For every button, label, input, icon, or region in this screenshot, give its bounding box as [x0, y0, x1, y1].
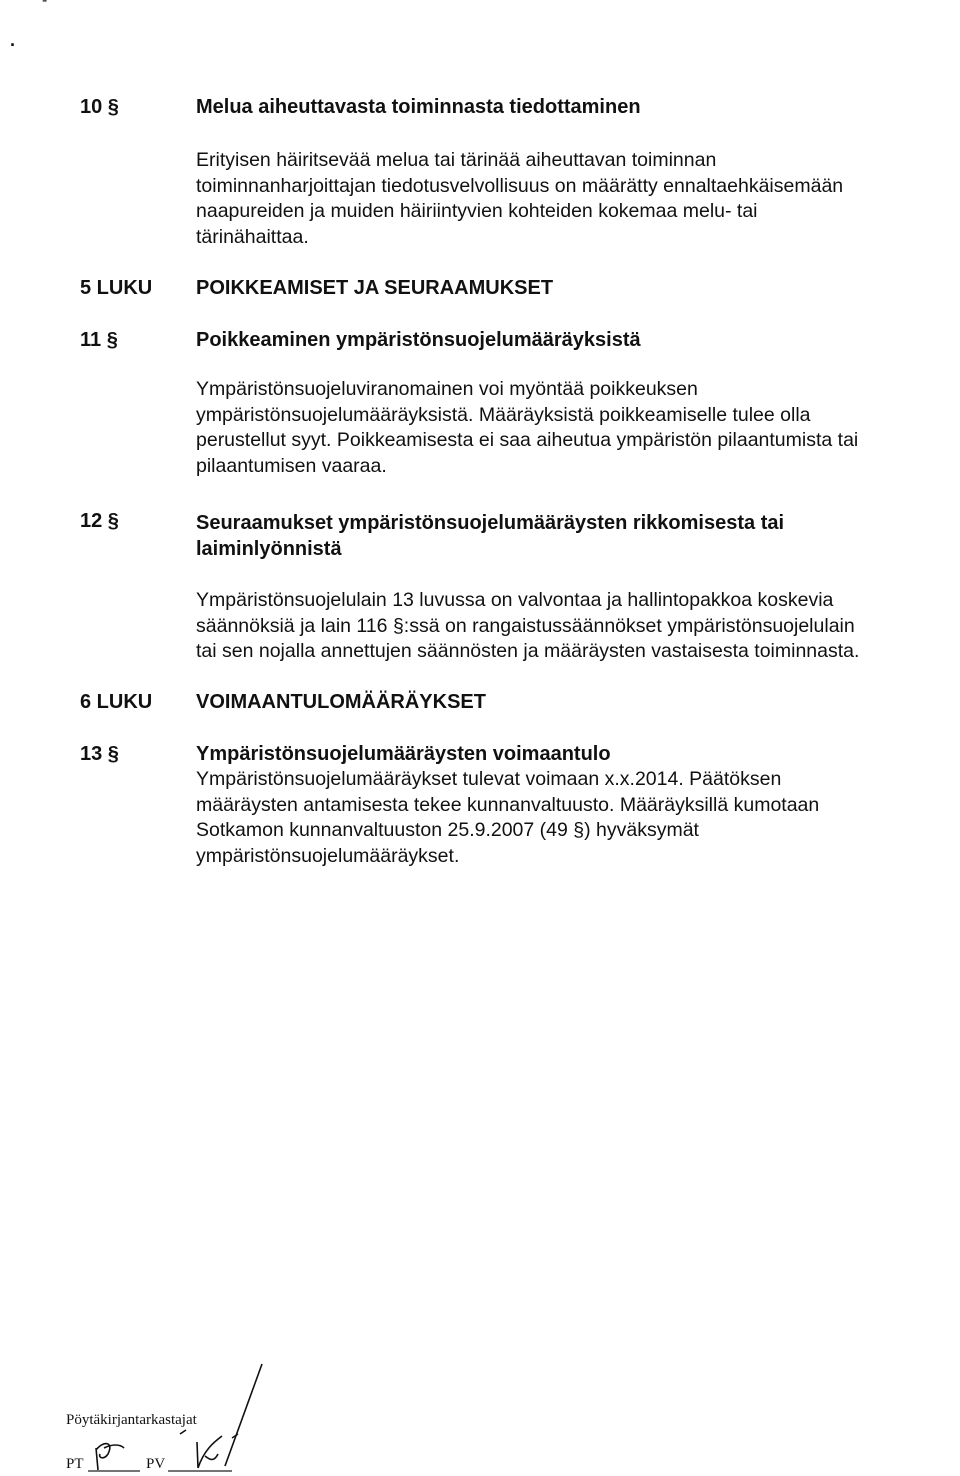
section-13-line: määräysten antamisesta tekee kunnanvaltuusto. Määräyksillä kumotaan	[196, 793, 820, 816]
section-12-title-line: laiminlyönnistä	[196, 538, 342, 560]
section-11-title: Poikkeaminen ympäristönsuojelumääräyksistä	[196, 329, 641, 351]
chapter-5-number: 5 LUKU	[80, 277, 153, 299]
section-11-line: Ympäristönsuojeluviranomainen voi myöntää poikkeuksen	[196, 378, 698, 400]
chapter-6-title: VOIMAANTULOMÄÄRÄYKSET	[196, 691, 486, 713]
footer-pt-label: PT	[66, 1456, 84, 1472]
section-13-title: Ympäristönsuojelumääräysten voimaantulo	[196, 743, 611, 765]
section-10-body	[196, 148, 956, 250]
section-13-line: Ympäristönsuojelumääräykset tulevat voimaan x.x.2014. Päätöksen	[196, 768, 782, 790]
footer-reviewers-label: Pöytäkirjantarkastajat	[66, 1412, 197, 1428]
section-12-line: tai sen nojalla annettujen säännösten ja määräysten vastaisesta toiminnasta.	[196, 640, 860, 662]
section-10-line: Erityisen häiritsevää melua tai tärinää aiheuttavan toiminnan	[196, 149, 717, 171]
section-13-line: ympäristönsuojelumääräykset.	[196, 844, 460, 867]
chapter-5-title: POIKKEAMISET JA SEURAAMUKSET	[196, 277, 554, 299]
section-12-body	[196, 588, 956, 665]
chapter-6-number: 6 LUKU	[80, 691, 153, 713]
section-10-line: tärinähaittaa.	[196, 225, 309, 248]
section-11-line: pilaantumisen vaaraa.	[196, 454, 387, 477]
section-10-title: Melua aiheuttavasta toiminnasta tiedottaminen	[196, 96, 641, 118]
section-10-number: 10 §	[80, 96, 119, 118]
handwritten-initials	[0, 1350, 320, 1476]
section-11-line: ympäristönsuojelumääräyksistä. Määräyksistä poikkeamiselle tulee olla	[196, 403, 811, 426]
section-12-title	[196, 510, 784, 562]
section-11-number: 11 §	[80, 329, 118, 351]
section-12-title-line: Seuraamukset ympäristönsuojelumääräysten rikkomisesta tai	[196, 512, 785, 534]
section-12-line: säännöksiä ja lain 116 §:ssä on rangaistussäännökset ympäristönsuojelulain	[196, 614, 855, 637]
section-11-body	[196, 377, 956, 479]
section-10-line: toiminnanharjoittajan tiedotusvelvollisuus on määrätty ennaltaehkäisemään	[196, 174, 844, 197]
section-12-number: 12 §	[80, 510, 119, 532]
section-13-line: Sotkamon kunnanvaltuuston 25.9.2007 (49 §) hyväksymät	[196, 819, 699, 841]
corner-dash: -	[42, 0, 48, 9]
section-13-number: 13 §	[80, 743, 119, 765]
section-12-line: Ympäristönsuojelulain 13 luvussa on valvontaa ja hallintopakkoa koskevia	[196, 589, 834, 611]
corner-dot: .	[10, 30, 16, 50]
section-13-body	[196, 767, 956, 869]
section-10-line: naapureiden ja muiden häiriintyvien kohteiden kokemaa melu- tai	[196, 200, 758, 222]
footer-pv-label: PV	[146, 1456, 166, 1472]
section-11-line: perustellut syyt. Poikkeamisesta ei saa aiheutua ympäristön pilaantumista tai	[196, 429, 859, 451]
